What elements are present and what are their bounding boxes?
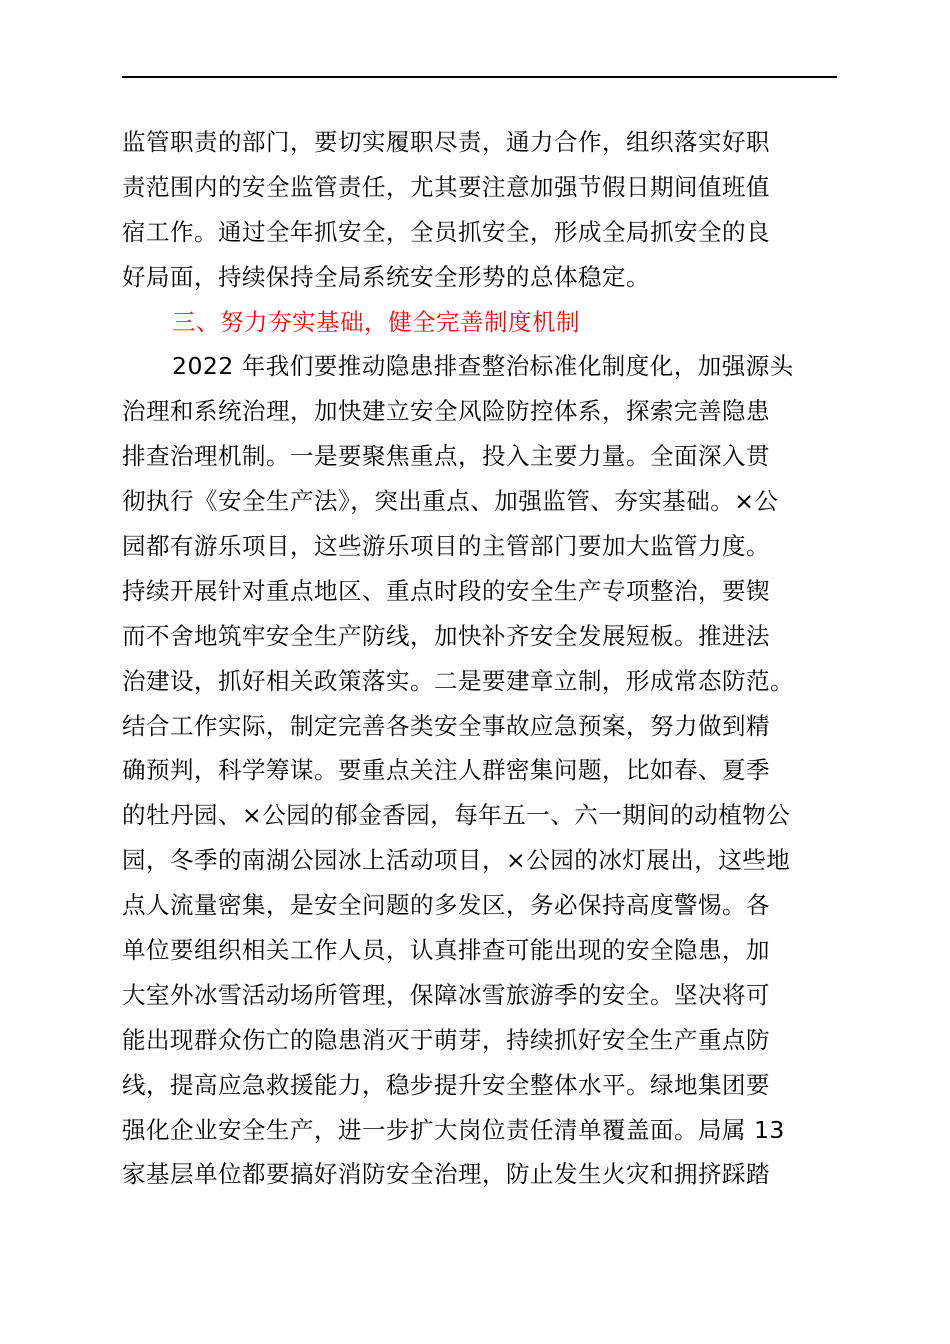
body-line: 治建设，抓好相关政策落实。二是要建章立制，形成常态防范。 — [122, 666, 794, 695]
body-line: 排查治理机制。一是要聚焦重点，投入主要力量。全面深入贯 — [122, 442, 770, 471]
body-line: 宿工作。通过全年抓安全，全员抓安全，形成全局抓安全的良 — [122, 217, 770, 246]
body-line: 治理和系统治理，加快建立安全风险防控体系，探索完善隐患 — [122, 397, 770, 426]
body-line: 好局面，持续保持全局系统安全形势的总体稳定。 — [122, 262, 650, 291]
body-line: 确预判，科学筹谋。要重点关注人群密集问题，比如春、夏季 — [122, 756, 770, 785]
body-line: 能出现群众伤亡的隐患消灭于萌芽，持续抓好安全生产重点防 — [122, 1025, 770, 1054]
section-heading: 三、努力夯实基础，健全完善制度机制 — [172, 307, 580, 336]
body-line: 家基层单位都要搞好消防安全治理，防止发生火灾和拥挤踩踏 — [122, 1160, 770, 1189]
body-line: 监管职责的部门，要切实履职尽责，通力合作，组织落实好职 — [122, 128, 770, 156]
body-line: 单位要组织相关工作人员，认真排查可能出现的安全隐患，加 — [122, 936, 770, 965]
body-line: 而不舍地筑牢安全生产防线，加快补齐安全发展短板。推进法 — [122, 621, 770, 650]
body-line: 大室外冰雪活动场所管理，保障冰雪旅游季的安全。坚决将可 — [122, 980, 770, 1009]
body-line: 彻执行《安全生产法》，突出重点、加强监管、夯实基础。×公 — [122, 487, 779, 516]
body-line: 的牡丹园、×公园的郁金香园，每年五一、六一期间的动植物公 — [122, 801, 791, 830]
body-line: 强化企业安全生产，进一步扩大岗位责任清单覆盖面。局属 13 — [122, 1115, 785, 1144]
body-line: 园，冬季的南湖公园冰上活动项目，×公园的冰灯展出，这些地 — [122, 846, 791, 875]
body-line: 持续开展针对重点地区、重点时段的安全生产专项整治，要锲 — [122, 576, 770, 605]
body-line: 结合工作实际，制定完善各类安全事故应急预案，努力做到精 — [122, 711, 770, 740]
body-line: 点人流量密集，是安全问题的多发区，务必保持高度警惕。各 — [122, 891, 770, 920]
document-body — [122, 120, 842, 1197]
body-line: 线，提高应急救援能力，稳步提升安全整体水平。绿地集团要 — [122, 1070, 770, 1099]
header-rule — [122, 76, 837, 78]
body-line: 责范围内的安全监管责任，尤其要注意加强节假日期间值班值 — [122, 172, 770, 201]
paragraph-first-line: 2022 年我们要推动隐患排查整治标准化制度化，加强源头 — [172, 352, 794, 381]
body-line: 园都有游乐项目，这些游乐项目的主管部门要加大监管力度。 — [122, 532, 770, 561]
